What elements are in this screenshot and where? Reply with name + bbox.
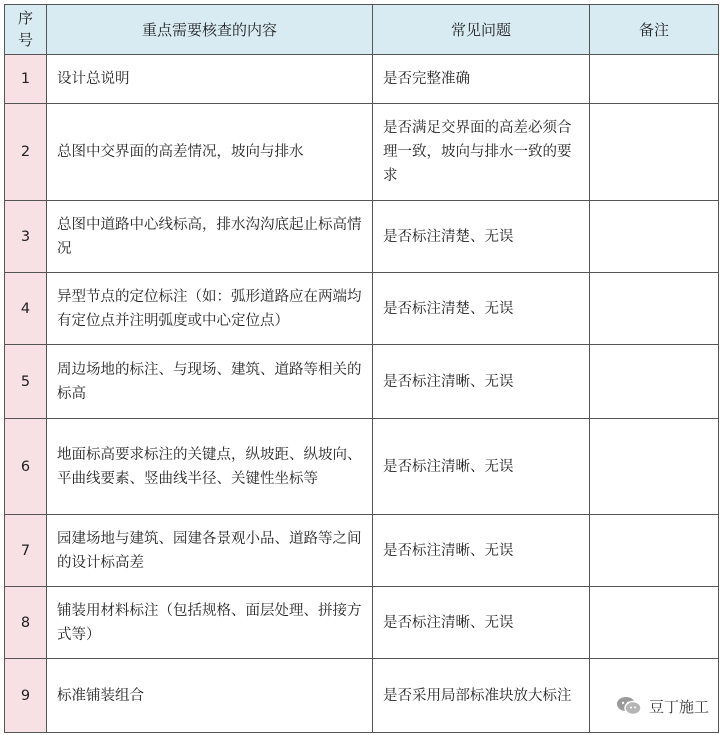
row-number: 7 xyxy=(5,515,47,587)
row-issue: 是否标注清晰、无误 xyxy=(373,345,590,419)
row-content: 标准铺装组合 xyxy=(47,659,373,733)
row-issue: 是否标注清楚、无误 xyxy=(373,273,590,345)
row-issue: 是否标注清晰、无误 xyxy=(373,587,590,659)
table-row xyxy=(5,55,719,104)
table-row xyxy=(5,201,719,273)
row-issue: 是否满足交界面的高差必须合理一致，坡向与排水一致的要求 xyxy=(373,104,590,201)
row-note xyxy=(590,515,719,587)
row-note xyxy=(590,345,719,419)
row-note xyxy=(590,55,719,104)
row-content: 总图中交界面的高差情况，坡向与排水 xyxy=(47,104,373,201)
table-row xyxy=(5,419,719,515)
header-seq xyxy=(5,5,47,55)
row-content: 园建场地与建筑、园建各景观小品、道路等之间的设计标高差 xyxy=(47,515,373,587)
row-note xyxy=(590,419,719,515)
row-content: 异型节点的定位标注（如：弧形道路应在两端均有定位点并注明弧度或中心定位点） xyxy=(47,273,373,345)
header-issue: 常见问题 xyxy=(373,5,590,55)
row-issue: 是否完整准确 xyxy=(373,55,590,104)
row-number: 2 xyxy=(5,104,47,201)
row-number: 1 xyxy=(5,55,47,104)
row-note xyxy=(590,587,719,659)
table-row xyxy=(5,273,719,345)
row-number: 6 xyxy=(5,419,47,515)
row-content: 设计总说明 xyxy=(47,55,373,104)
row-note xyxy=(590,273,719,345)
row-issue: 是否采用局部标准块放大标注 xyxy=(373,659,590,733)
row-number: 4 xyxy=(5,273,47,345)
table-row xyxy=(5,104,719,201)
watermark-text: 豆丁施工 xyxy=(648,697,709,716)
row-content: 周边场地的标注、与现场、建筑、道路等相关的标高 xyxy=(47,345,373,419)
row-note xyxy=(590,201,719,273)
table-row xyxy=(5,345,719,419)
row-issue: 是否标注清晰、无误 xyxy=(373,515,590,587)
header-note: 备注 xyxy=(590,5,719,55)
row-number: 9 xyxy=(5,659,47,733)
review-table xyxy=(4,4,719,733)
row-note xyxy=(590,104,719,201)
header-content: 重点需要核查的内容 xyxy=(47,5,373,55)
table-row xyxy=(5,515,719,587)
wechat-icon xyxy=(615,695,643,717)
row-issue: 是否标注清晰、无误 xyxy=(373,419,590,515)
row-content: 地面标高要求标注的关键点，纵坡距、纵坡向、平曲线要素、竖曲线半径、关键性坐标等 xyxy=(47,419,373,515)
header-seq-text: 序号 xyxy=(17,9,33,49)
row-number: 5 xyxy=(5,345,47,419)
row-number: 3 xyxy=(5,201,47,273)
table-row xyxy=(5,587,719,659)
row-content: 铺装用材料标注（包括规格、面层处理、拼接方式等） xyxy=(47,587,373,659)
row-content: 总图中道路中心线标高，排水沟沟底起止标高情况 xyxy=(47,201,373,273)
row-number: 8 xyxy=(5,587,47,659)
watermark xyxy=(615,695,709,717)
row-issue: 是否标注清楚、无误 xyxy=(373,201,590,273)
table-row xyxy=(5,659,719,733)
header-row xyxy=(5,5,719,55)
